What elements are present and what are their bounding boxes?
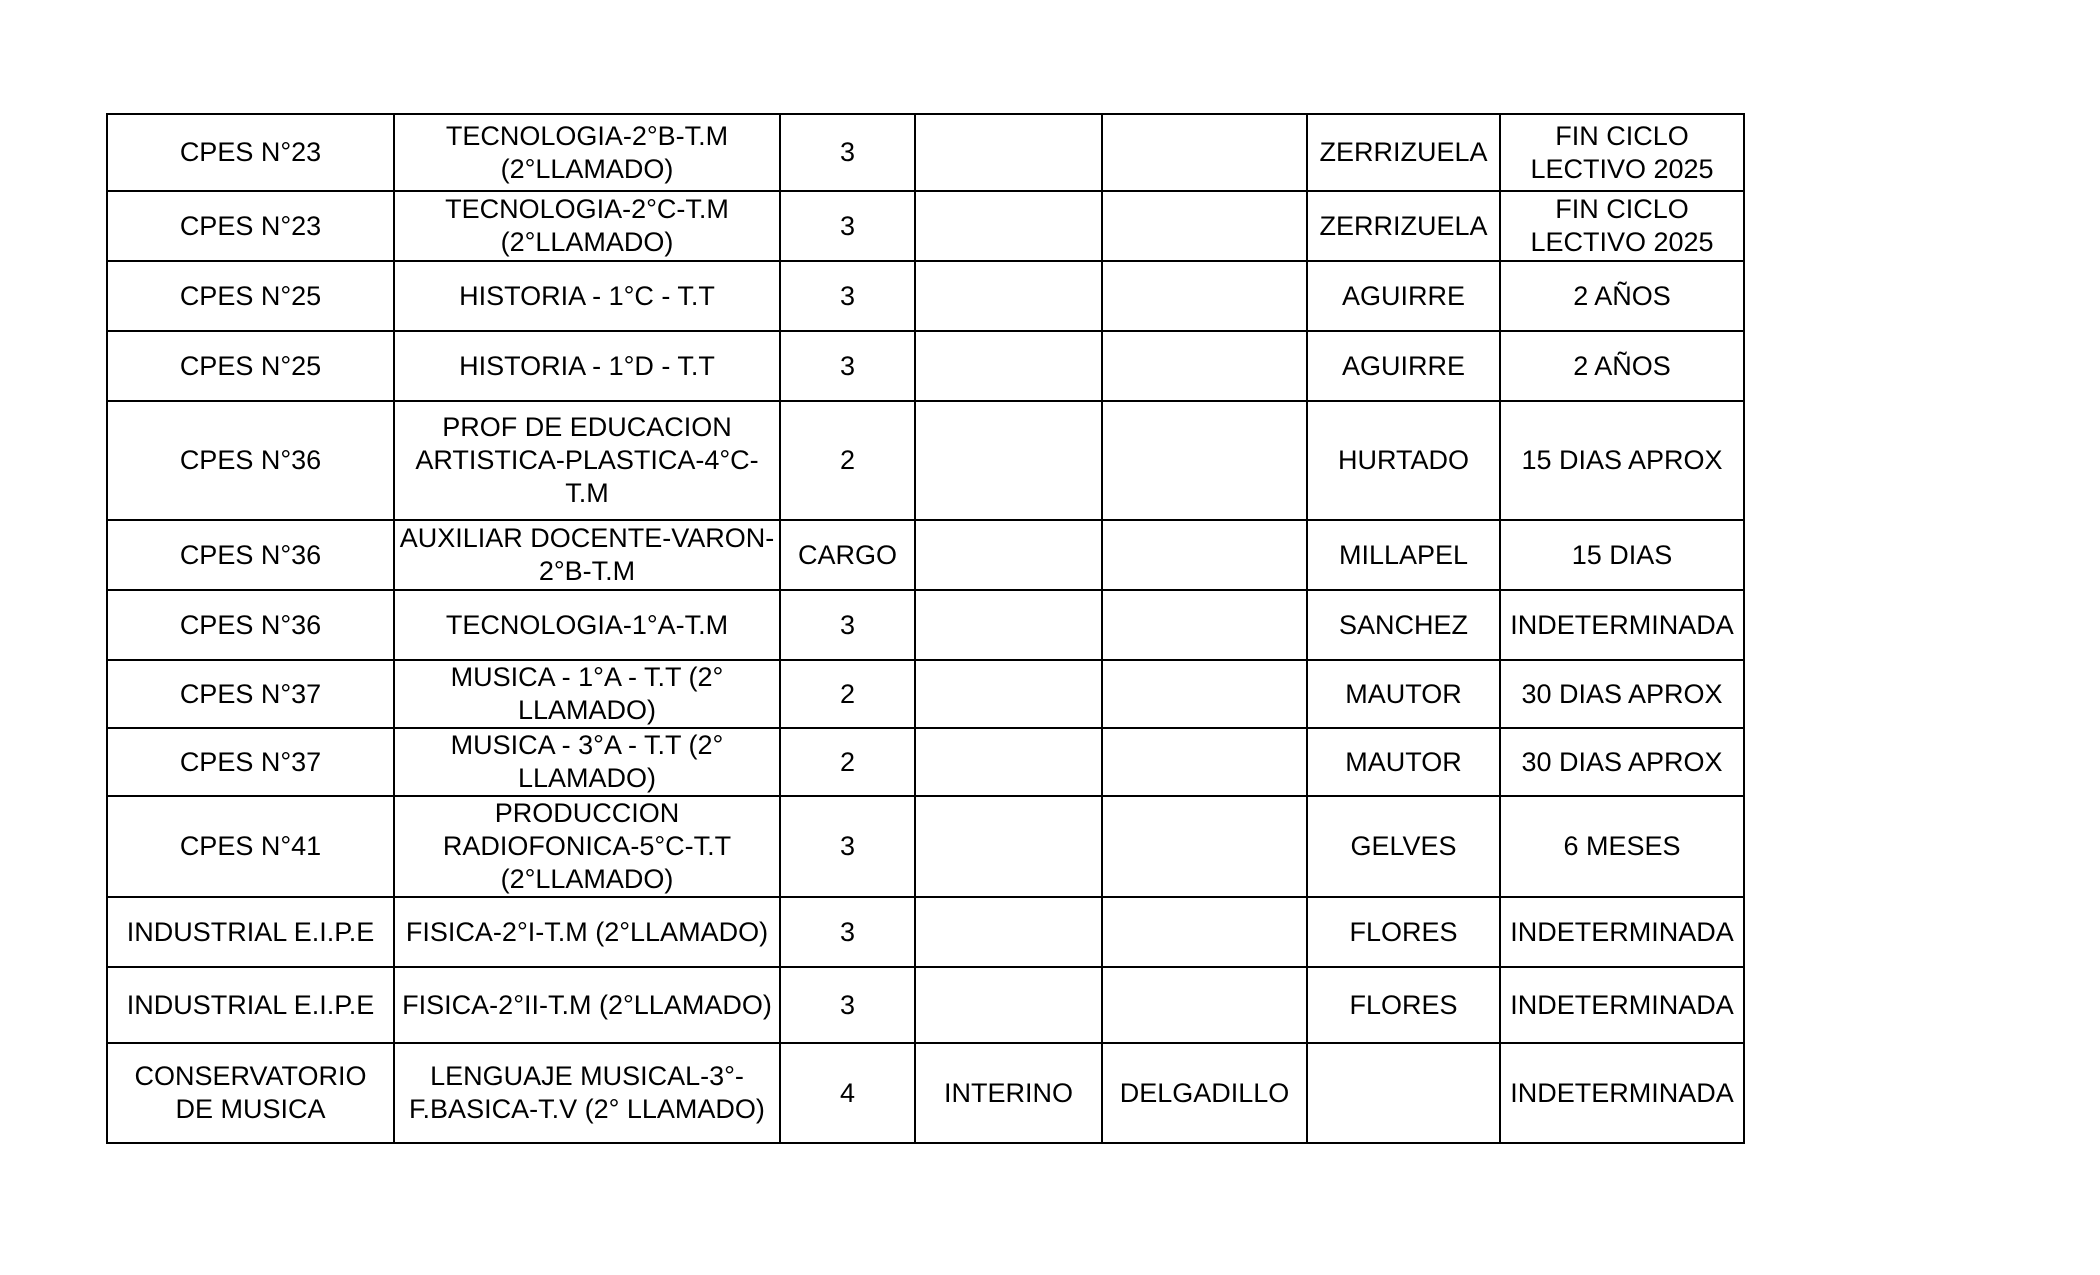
cell-duration: 6 MESES [1500,796,1744,897]
cell-subject: FISICA-2°I-T.M (2°LLAMADO) [394,897,780,967]
cell-holder [1102,590,1307,660]
cell-replaced: ZERRIZUELA [1307,114,1500,191]
cell-school: CPES N°36 [107,401,394,520]
cell-hours: 3 [780,967,915,1043]
table-row [107,590,1744,660]
cell-hours: 3 [780,796,915,897]
cell-replaced [1307,1043,1500,1143]
cell-replaced: HURTADO [1307,401,1500,520]
cell-status [915,897,1102,967]
cell-status [915,728,1102,796]
cell-status: INTERINO [915,1043,1102,1143]
cell-replaced: GELVES [1307,796,1500,897]
table-row [107,1043,1744,1143]
cell-status [915,261,1102,331]
cell-replaced: MAUTOR [1307,660,1500,728]
cell-holder [1102,796,1307,897]
cell-school: CPES N°37 [107,728,394,796]
cell-subject: TECNOLOGIA-1°A-T.M [394,590,780,660]
cell-holder [1102,191,1307,261]
table-row [107,728,1744,796]
cell-subject: TECNOLOGIA-2°C-T.M (2°LLAMADO) [394,191,780,261]
cell-hours: 3 [780,114,915,191]
cell-replaced: AGUIRRE [1307,331,1500,401]
cell-holder [1102,331,1307,401]
cell-school: CPES N°37 [107,660,394,728]
cell-duration: INDETERMINADA [1500,1043,1744,1143]
cell-duration: INDETERMINADA [1500,590,1744,660]
table-row [107,520,1744,590]
cell-school: CPES N°25 [107,261,394,331]
cell-duration: 2 AÑOS [1500,331,1744,401]
cell-school: CPES N°41 [107,796,394,897]
table-row [107,114,1744,191]
cell-subject: TECNOLOGIA-2°B-T.M (2°LLAMADO) [394,114,780,191]
cell-hours: 3 [780,191,915,261]
cell-subject: HISTORIA - 1°C - T.T [394,261,780,331]
cell-duration: 30 DIAS APROX [1500,660,1744,728]
cell-replaced: MILLAPEL [1307,520,1500,590]
cell-holder [1102,520,1307,590]
cell-duration: 30 DIAS APROX [1500,728,1744,796]
cell-status [915,590,1102,660]
cell-hours: 3 [780,331,915,401]
cell-replaced: FLORES [1307,967,1500,1043]
cell-hours: 3 [780,897,915,967]
cell-subject: AUXILIAR DOCENTE-VARON-2°B-T.M [394,520,780,590]
table-row [107,401,1744,520]
cell-duration: INDETERMINADA [1500,897,1744,967]
cell-hours: 4 [780,1043,915,1143]
cell-duration: 15 DIAS APROX [1500,401,1744,520]
cell-duration: 15 DIAS [1500,520,1744,590]
table-row [107,967,1744,1043]
cell-status [915,520,1102,590]
cell-holder [1102,261,1307,331]
cell-status [915,401,1102,520]
cell-subject: LENGUAJE MUSICAL-3°-F.BASICA-T.V (2° LLAMADO) [394,1043,780,1143]
cell-subject: PROF DE EDUCACION ARTISTICA-PLASTICA-4°C-T.M [394,401,780,520]
cell-subject: MUSICA - 3°A - T.T (2° LLAMADO) [394,728,780,796]
table-row [107,660,1744,728]
cell-duration: FIN CICLO LECTIVO 2025 [1500,114,1744,191]
cell-replaced: MAUTOR [1307,728,1500,796]
cell-hours: 3 [780,261,915,331]
table-row [107,331,1744,401]
cell-holder [1102,660,1307,728]
cell-duration: INDETERMINADA [1500,967,1744,1043]
cell-hours: 2 [780,660,915,728]
cell-hours: CARGO [780,520,915,590]
cell-school: CPES N°23 [107,191,394,261]
cell-holder [1102,401,1307,520]
vacancy-table [106,113,1745,1144]
cell-holder [1102,114,1307,191]
cell-school: CPES N°23 [107,114,394,191]
cell-subject: HISTORIA - 1°D - T.T [394,331,780,401]
cell-replaced: AGUIRRE [1307,261,1500,331]
cell-status [915,191,1102,261]
table-row [107,796,1744,897]
table-row [107,191,1744,261]
table-row [107,261,1744,331]
cell-replaced: ZERRIZUELA [1307,191,1500,261]
cell-school: INDUSTRIAL E.I.P.E [107,897,394,967]
cell-status [915,796,1102,897]
cell-status [915,660,1102,728]
cell-duration: FIN CICLO LECTIVO 2025 [1500,191,1744,261]
cell-subject: PRODUCCION RADIOFONICA-5°C-T.T (2°LLAMADO) [394,796,780,897]
cell-hours: 2 [780,728,915,796]
cell-school: CPES N°36 [107,590,394,660]
cell-duration: 2 AÑOS [1500,261,1744,331]
cell-holder [1102,728,1307,796]
cell-school: CONSERVATORIO DE MUSICA [107,1043,394,1143]
table-body [107,114,1744,1143]
cell-holder [1102,967,1307,1043]
cell-holder: DELGADILLO [1102,1043,1307,1143]
table-row [107,897,1744,967]
cell-status [915,331,1102,401]
cell-subject: FISICA-2°II-T.M (2°LLAMADO) [394,967,780,1043]
cell-school: CPES N°25 [107,331,394,401]
cell-holder [1102,897,1307,967]
cell-hours: 3 [780,590,915,660]
cell-subject: MUSICA - 1°A - T.T (2° LLAMADO) [394,660,780,728]
cell-status [915,967,1102,1043]
cell-status [915,114,1102,191]
cell-school: CPES N°36 [107,520,394,590]
cell-hours: 2 [780,401,915,520]
cell-school: INDUSTRIAL E.I.P.E [107,967,394,1043]
cell-replaced: SANCHEZ [1307,590,1500,660]
cell-replaced: FLORES [1307,897,1500,967]
